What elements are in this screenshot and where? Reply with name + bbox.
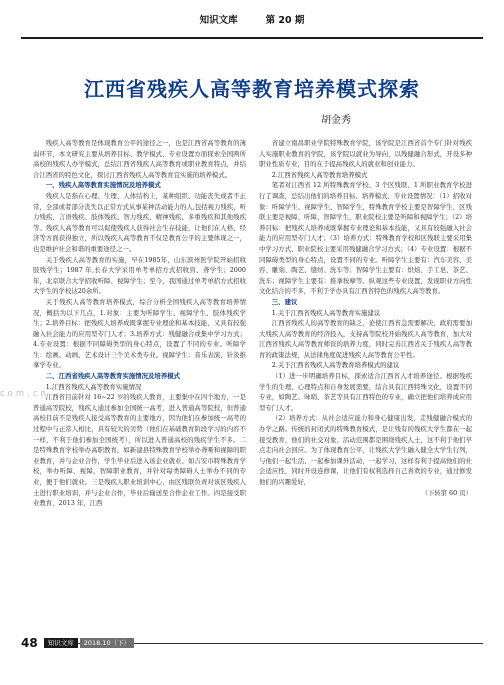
header-rule [21,37,483,39]
running-header [0,0,504,37]
header-section: 知识文库 [199,14,238,26]
article-title: 江西省残疾人高等教育培养模式探索 [84,77,420,101]
footer-journal-label: 知识文库 [44,638,78,648]
right-column [259,138,472,608]
body-paragraph: 残疾人高等教育是体现教育公平的途径之一，也是江西省高等教育的薄弱环节，本文研究主要从培养目标、教学模式、专业设置方面探索全国两所高校的残疾人办学模式，总结江西省残疾人高等教育或职业教育特点，并结合江西省的特色文化，探讨江西省残疾人高等教育宜实施的培养模式。 [33,139,246,179]
footer-issue-label: 2018.10（下） [80,638,134,648]
subsection-heading: 2.江西省残疾人高等教育培养模式 [271,170,368,179]
body-paragraph: 笔者对江西省 12 所特殊教育学校、3 个区残联、1 所职业教育学校进行了调查，总结出他们的培养目标、培养模式、专业设置情况：（1）招收对象：听障学生、视障学生、智障学生，特殊教育学校主要是智障学生，区残联主要是视障、听障、智障学生，职业院校主要是听障和视障学生；（2）培养目标：把残疾人培养成既掌握专业理论和基本技能，又具有较强融入社会能力的应用型专门人才；（3）培养方式：特殊教育学校和区残联主要采用集中学习方式，职业院校主要采用残健融合学习方式；（4）专业设置：根据不同障碍类型的身心特点，设置不同的专业。听障学生主要有：汽车美容、美容、雕刻、陶艺、缝纫、洗车等；智障学生主要有：烘焙、手工皂、茶艺、洗车；视障学生主要有：推拿按摩等。纵观这些专业设置，发现职业方向性文化结合的不多，不利于学办具有江西省特色的残疾人高等教育。 [259,181,472,296]
continued-note: （下转第 60 页） [421,488,472,497]
page-number: 48 [21,636,38,650]
body-paragraph: 关于残疾人高等教育的实施，早在1985年，山东滨州医学院开始招收肢残学生；1987 年,长春大学采用单考单招方式招收盲、聋学生；2000年，北京联合大学招收听障、视障学生；至今，我国通过单考单招方式招收大学生的学校达20余所。 [33,255,246,296]
subsection-heading: 1.关于江西省残疾人高等教育实施建议 [271,308,381,317]
section-heading: 一、残疾人高等教育实施情况及培养模式 [45,181,161,190]
body-paragraph: 省建立南昌职业学院特殊教育学院，该学院是江西省首个专门针对残疾人实施职业教育的学院，该学院以就业为导向，以残健融合形式，开设多种职业性质专业，目的在于提高残疾人的就业和创业能力。 [259,139,472,169]
left-column [33,138,246,608]
body-paragraph: 江西省目前针对 16~22 岁的残疾人教育，主要集中在四个地方，一是普通高等院校，残疾人通过参加全国统一高考，进入普通高等院校，但普通高校目前不是残疾人接受高等教育的主要地方，因为他们在参加统一高考的过程中与正常人相比，具有较大的劣势（他们在基础教育阶段学习的内容不一样，不利于他们参加全国统考），所以进入普通高校的残疾学生不多。二是特殊教育学校举办高职教育，如新建县特殊教育学校举办聋哑和视障的职业教育，并与企业合作，学生毕业后进入该企业就业。如吉安市特殊教育学校，举办听障、视障、智障职业教育，并针对每类障碍人士举办不同的专业，便于他们就业。三是残疾人职业培训中心，由区残联负责对该区残疾人士进行职业培训，并与企业合作，毕业后输送至合作企业工作。四是接受职业教育，2013 年，江西 [33,393,246,508]
page-footer [21,636,136,650]
subsection-heading: 1.江西省残疾人高等教育实施情况 [45,382,142,391]
watermark: com.cn [0,389,49,399]
body-paragraph: （2）培养方式：从社会适应能力和身心健康出发，走残健融合模式的办学之路。传统的封闭式的特殊教育模式，是让残有的残疾大学生都在一起接受教育，他们的社交对象、活动范围都是围绕残疾人士，这不利于他们早点走向社会回应。为了体现教育公平，让残疾大学生融入健全大学生行列，与他们一起生活、一起参加课外活动，一起学习，这样有利于提高他们的社会适应性，同时开设连修课，让他们有权利选择自己喜欢的专业，通过修发他们的兴趣爱好， [259,414,472,486]
body-paragraph: 残疾人是指在心理、生理、人体结构上，某种组织、功能丧失或者不正常，全部或者部分丧失以正常方式从事某种活动能力的人,包括视力残疾、听力残疾、言语残疾、肢体残疾、智力残疾、精神残疾、多重残疾和其他残疾等。残疾人高等教育可以促使残疾人获得社会生存技能，让他们在人格、经济等方面获得独立，所以残疾人高等教育不仅是教育公平的主要体现之一，也是维护社会和谐的重要途径之一。 [33,191,246,253]
body-paragraph: 江西省残疾人的高等教育的缺乏，论使江西省急需要解决，政府需要加大残疾人高等教育的经济投入，支持高等院校开始残疾人高等教育，加大对江西省残疾人高等教育师资的培养力度，同时完善江西省关于残疾人高等教育的政策法规，从法律角度促进残疾人高等教育公平性。 [259,319,472,359]
body-paragraph: 关于残疾人高等教育培养模式，综合分析全国残疾人高等教育培养情况，概括为以下几点，1.对象：主要为听障学生、视障学生、肢体残疾学生；2.培养目标：把残疾人培养成既掌握专业理论和基本技能，又具有较强融入社会能力的应用型专门人才；3.培养方式：残健融合或集中学习方式；4.专业设置：根据不同障碍类型的身心特点，设置了不同的专业。听障学生：绘画、动画、艺术设计三个美术类专业。视障学生：音乐表演、针灸推拿学专业。 [33,297,246,370]
header-issue: 第 20 期 [265,14,305,26]
article-author: 胡金秀 [321,115,351,126]
subsection-heading: 2.关于江西省残疾人高等教育培养模式的建议 [271,361,400,370]
body-paragraph: （1）进一步明确培养目标，探索适合江西省人才培养途径。根据残疾学生的生理、心理特点和自身发展需要，结合具有江西特殊文化，设置不同专业，如陶艺、咏哨、茶艺等具有江西特色的专业，确立把他们培养成应用型专门人才。 [259,372,472,412]
section-heading: 二、江西省残疾人高等教育实施情况及培养模式 [45,372,180,381]
section-heading: 三、建议 [271,297,298,306]
